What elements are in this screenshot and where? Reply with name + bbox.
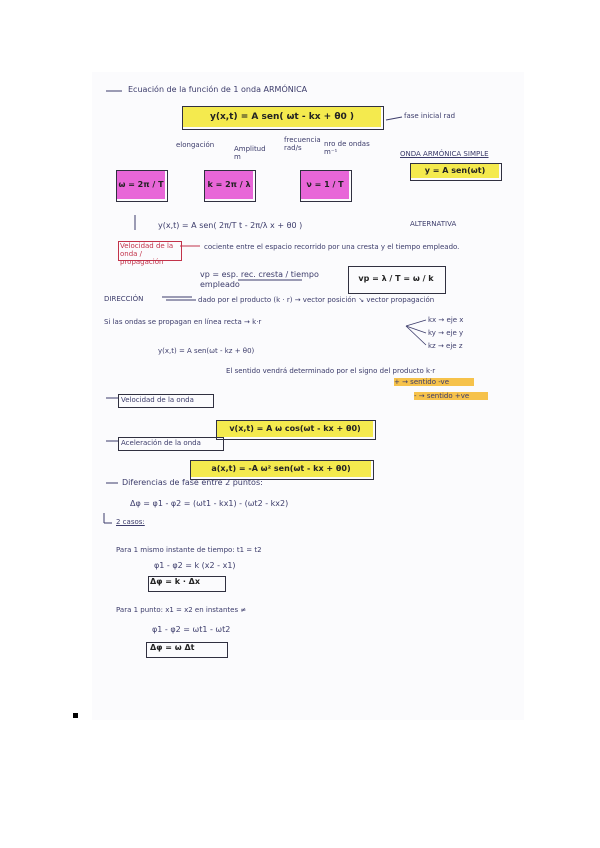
label-nro-ondas: nro de ondas m⁻¹	[324, 140, 370, 156]
fase-inicial-label: fase inicial rad	[404, 112, 456, 120]
componente-z: kz → eje z	[428, 342, 463, 350]
direccion-label: DIRECCIÓN	[104, 295, 144, 303]
aceleracion-label: Aceleración de la onda	[121, 439, 201, 447]
label-frecuencia: frecuencia rad/s	[284, 136, 321, 152]
nu-equation: ν = 1 / T	[301, 171, 349, 199]
page-marker	[73, 713, 78, 718]
linea-recta-text: Si las ondas se propagan en línea recta → k·r	[104, 318, 262, 326]
cociente-text: cociente entre el espacio recorrido por una cresta y el tiempo empleado.	[204, 243, 460, 251]
k-equation: k = 2π / λ	[205, 171, 253, 199]
omega-equation: ω = 2π / T	[117, 171, 165, 199]
signo-positivo: + → sentido -ve	[394, 378, 474, 386]
caso2-text: Para 1 punto: x1 = x2 en instantes ≠	[116, 606, 247, 614]
velocidad-propagacion-label: Velocidad de la onda / propagación	[120, 242, 174, 266]
caso1-equation: φ1 - φ2 = k (x2 - x1)	[154, 561, 236, 570]
velocidad-onda-equation: v(x,t) = A ω cos(ωt - kx + θ0)	[217, 421, 373, 437]
alternativa-equation: y(x,t) = A sen( 2π/T t - 2π/λ x + θ0 )	[158, 221, 303, 230]
onda-simple-title: ONDA ARMÓNICA SIMPLE	[400, 150, 489, 158]
velocidad-onda-label: Velocidad de la onda	[121, 396, 194, 404]
main-equation: y(x,t) = A sen( ωt - kx + θ0 )	[183, 107, 381, 127]
label-amplitud: Amplitud m	[234, 145, 266, 161]
delta-phi-equation: Δφ = φ1 - φ2 = (ωt1 - kx1) - (ωt2 - kx2)	[130, 499, 289, 508]
section-title: Ecuación de la función de 1 onda ARMÓNICA	[128, 85, 308, 94]
caso1-result: Δφ = k · Δx	[150, 577, 201, 586]
caso2-result: Δφ = ω Δt	[150, 643, 195, 652]
componente-y: ky → eje y	[428, 329, 464, 337]
vp-equation: vp = λ / T = ω / k	[358, 274, 434, 283]
casos-label: 2 casos:	[116, 518, 145, 526]
caso2-equation: φ1 - φ2 = ωt1 - ωt2	[152, 625, 231, 634]
label-elongacion: elongación	[176, 141, 215, 149]
sentido-text: El sentido vendrá determinado por el signo del producto k·r	[226, 367, 436, 375]
componente-x: kx → eje x	[428, 316, 464, 324]
aceleracion-equation: a(x,t) = -A ω² sen(ωt - kx + θ0)	[191, 461, 371, 477]
signo-negativo: - → sentido +ve	[414, 392, 488, 400]
onda-simple-equation: y = A sen(ωt)	[411, 164, 499, 178]
diferencias-label: Diferencias de fase entre 2 puntos:	[122, 478, 263, 487]
vp-fraction: vp = esp. rec. cresta / tiempo empleado	[200, 270, 319, 289]
ejemplo-equation: y(x,t) = A sen(ωt - kz + θ0)	[158, 347, 255, 355]
caso1-text: Para 1 mismo instante de tiempo: t1 = t2	[116, 546, 262, 554]
direccion-text: dado por el producto (k · r) → vector posición ↘ vector propagación	[198, 296, 435, 304]
alternativa-label: ALTERNATIVA	[410, 220, 457, 228]
